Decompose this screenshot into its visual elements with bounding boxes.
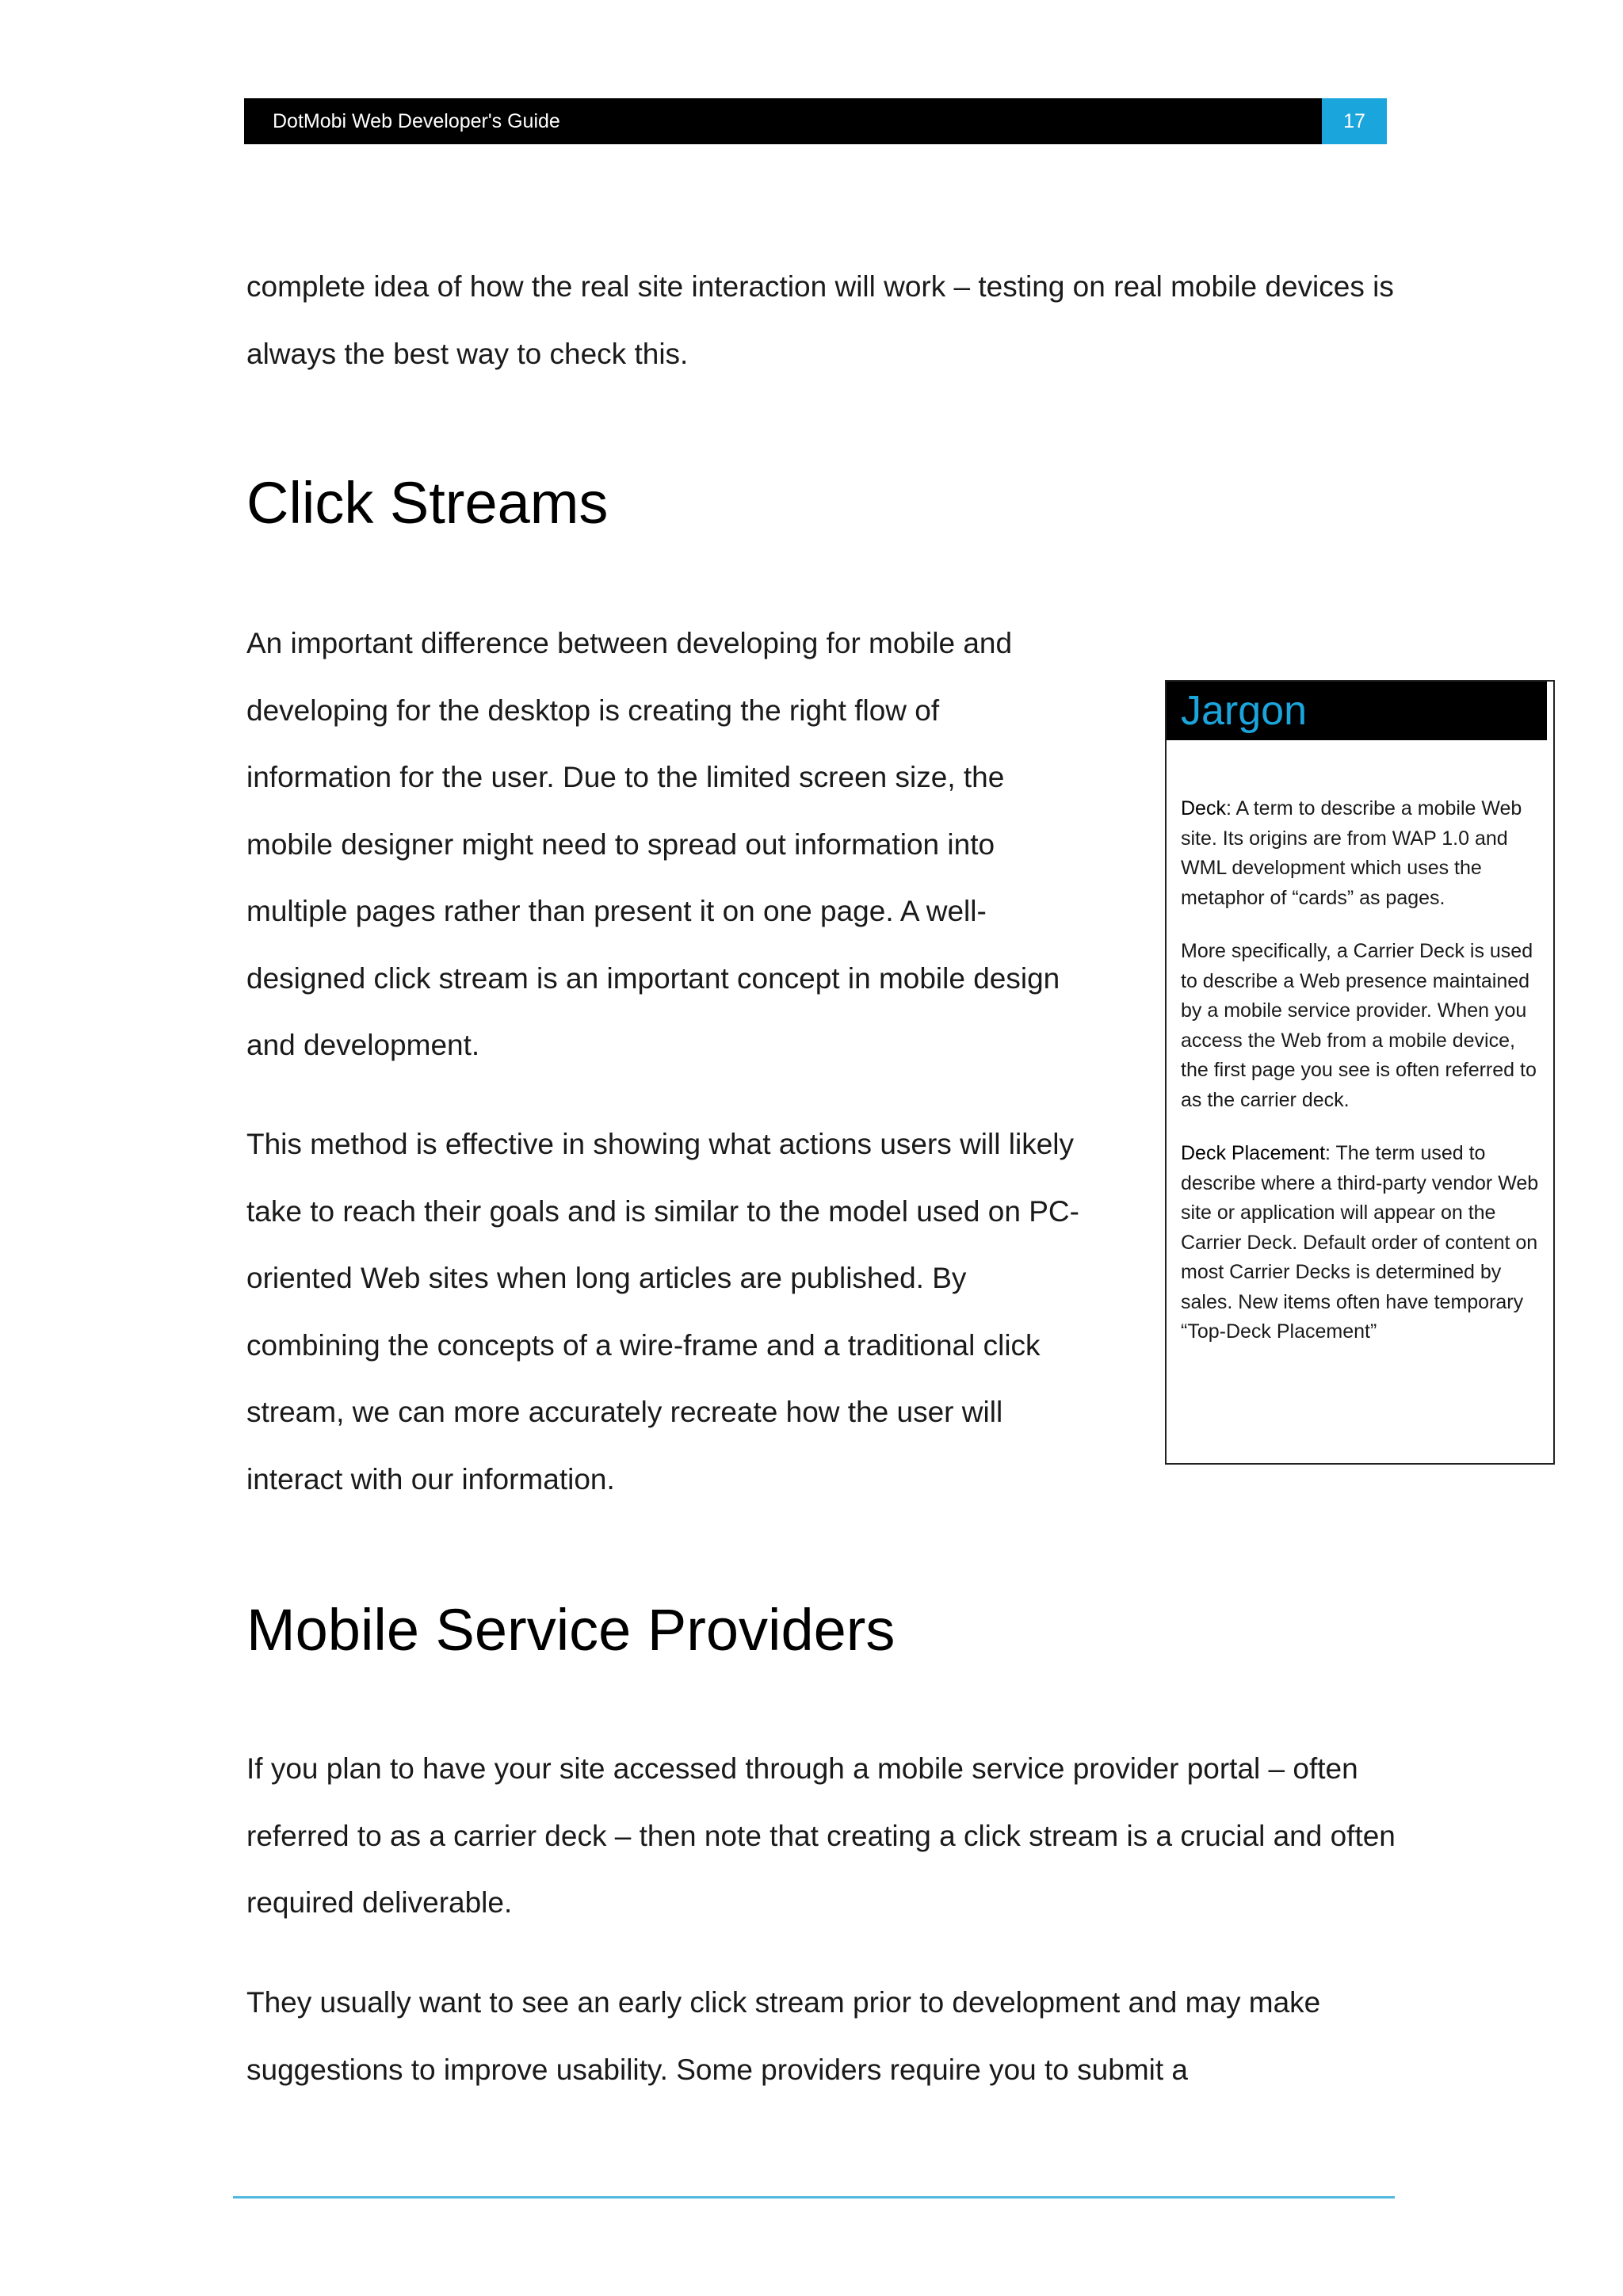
term-separator: : bbox=[1225, 797, 1236, 819]
mobile-service-providers-paragraph-1: If you plan to have your site accessed through a mobile service provider portal – often referred to as a carrier deck – then note that creating a click stream is a crucial and often required deliverable. bbox=[246, 1752, 1396, 1919]
click-streams-paragraph-2: This method is effective in showing what actions users will likely take to reach their goals and is similar to the model used on PC-oriented Web sites when long articles are published. By combining the concepts of a wire-frame and a traditional click stream, we can more accurately recreate how the user will interact with our information. bbox=[246, 1128, 1079, 1496]
jargon-definition: More specifically, a Carrier Deck is used to describe a Web presence maintained by a mobile service provider. When you access the Web from a mobile device, the first page you see is often referred to as the carrier deck. bbox=[1181, 940, 1537, 1111]
jargon-term: Deck bbox=[1181, 797, 1226, 819]
footer-rule bbox=[233, 2196, 1395, 2199]
jargon-entry-deck-placement bbox=[1181, 1139, 1542, 1347]
running-header bbox=[244, 98, 1387, 144]
jargon-definition: A term to describe a mobile Web site. Its origins are from WAP 1.0 and WML development which uses the metaphor of “cards” as pages. bbox=[1181, 797, 1522, 909]
jargon-sidebar bbox=[1165, 680, 1555, 1465]
jargon-definition: The term used to describe where a third-party vendor Web site or application will appear on the Carrier Deck. Default order of content on most Carrier Decks is determined by sales. New items often have temporary “Top-Deck Placement” bbox=[1181, 1142, 1539, 1343]
jargon-header bbox=[1167, 682, 1547, 740]
click-streams-heading: Click Streams bbox=[246, 470, 609, 536]
term-separator: : bbox=[1325, 1142, 1336, 1164]
mobile-service-providers-heading: Mobile Service Providers bbox=[246, 1597, 896, 1663]
jargon-body bbox=[1181, 794, 1542, 1371]
page-number: 17 bbox=[1322, 98, 1387, 144]
intro-paragraph: complete idea of how the real site interaction will work – testing on real mobile devices is always the best way to check this. bbox=[246, 270, 1394, 370]
jargon-entry-carrier-deck bbox=[1181, 937, 1542, 1115]
guide-title: DotMobi Web Developer's Guide bbox=[273, 110, 560, 132]
jargon-term: Deck Placement bbox=[1181, 1142, 1326, 1164]
jargon-entry-deck bbox=[1181, 794, 1542, 913]
jargon-title: Jargon bbox=[1181, 688, 1307, 734]
mobile-service-providers-paragraph-2: They usually want to see an early click stream prior to development and may make suggestions to improve usability. Some providers require you to submit a bbox=[246, 1986, 1321, 2086]
click-streams-paragraph-1: An important difference between developing for mobile and developing for the desktop is creating the right flow of information for the user. Due to the limited screen size, the mobile designer might need to spread out information into multiple pages rather than present it on one page. A well-designed click stream is an important concept in mobile design and development. bbox=[246, 627, 1060, 1061]
